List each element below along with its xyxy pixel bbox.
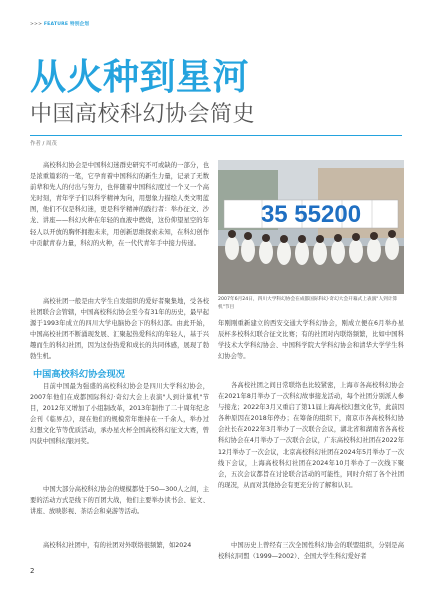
section-paragraph-1: 目前中国最为强盛的高校科幻协会是四川大学科幻协会，2007年他们在成都国际科幻·奇幻大会上表演"人到计算机"节目，2012年又增加了小组制改革，2013年制作了二十周年纪念会刊《临界点》，现在他们的规模常年维持在一千余人，举办过幻想文化节等优质活动，承办星火杯全国高校科幻征文大赛，曾四获中国科幻银河奖。 bbox=[30, 383, 209, 446]
section-tag-label: FEATURE 特别企划 bbox=[43, 22, 90, 27]
intro-paragraph-1: 高校科幻协会是中国科幻迷群史研究不可或缺的一部分，也是浓重篇彩的一笔，它孕育着中国科幻的新生力量，记录了无数前辈和先人的付出与努力，也伴随着中国科幻度过一个又一个高光时刻，青年学子们以科学精神为向，用想象力描绘人类文明蓝图，他们不仅是科幻迷，更是科学精神的践行者：举办征文、沙龙、讲座——科幻火种在年轻的血液中燃烧，这份仰望星空的年轻人以开放的胸怀拥抱未来，用创新思维探索未知，在科幻创作中贡献青春力量，科幻的火种，在一代代青年手中接力传递。 bbox=[30, 162, 209, 247]
banner-number: 35 55200 bbox=[260, 201, 362, 228]
section-paragraph-5: 中国历史上曾经有三次全国性科幻协会的联盟组织，分别是高校科幻同盟（1999—2002）、全国大学生科幻爱好者 bbox=[218, 542, 404, 561]
section-paragraph-3: 高校科幻社团中，有的社团对外联络很频繁，如2024 bbox=[43, 542, 192, 549]
event-photo-illustration bbox=[218, 160, 404, 294]
byline: 作者 / 周茂 bbox=[30, 141, 57, 147]
page-number: 2 bbox=[30, 567, 35, 575]
intro-paragraph-2: 高校社团一般是由大学生自发组织的爱好者聚集地，受各校社团联合会管辖，中国高校科幻协会至今有31年的历史，最早起源于1993年成立的四川大学电脑协会下的科幻部。由此开始，中国高校社团不断涌现发展、汇聚起热爱科幻的年轻人，基于兴趣而生的科幻社团，因为这份热爱和成长的共同体感，展现了勃勃生机。 bbox=[30, 298, 209, 361]
title-divider bbox=[30, 135, 402, 136]
section-heading: 中国高校科幻协会现况 bbox=[33, 369, 125, 380]
section-tag-prefix: >>> bbox=[30, 22, 43, 27]
article-title: 从火种到星河 bbox=[30, 57, 250, 98]
article-subtitle: 中国高校科幻协会简史 bbox=[30, 102, 256, 127]
photo-caption: 2007年6月24日，四川大学科幻协会在成都国际科幻·奇幻大会开幕式上表演"人到计算机"节目 bbox=[218, 297, 398, 310]
intro-paragraph-3: 年刚刚重新建立的西安交通大学科幻协会，刚成立便在6月举办星辰杯多校科幻联合征文比赛；有的社团对内联络频繁，比如中国科学技术大学科幻协会、中国科学院大学科幻协会和清华大学学生科幻协会等。 bbox=[218, 320, 404, 361]
section-paragraph-4: 各高校社团之间日常联络也比较紧密，上海市各高校科幻协会在2021年8月举办了一次科幻故事接龙活动，每个社团分别派人参与接龙；2022年3月又重启了第11届上海高校幻想文化节，此前因各种原因在2018年停办；在筹备的组织下，南京市各高校科幻协会社长在2022年3月举办了一次联合会议，湖北省和湖南省各高校科幻协会在4月举办了一次联合会议，广东高校科幻社团在2022年12月举办了一次会议，北京高校科幻社团在2024年5月举办了一次线下会议，上海高校科幻社团在2024年10月举办了一次线下聚会，五次会议都旨在讨论联合活动的可能性，同时介绍了各个社团的现况，从而对其他协会有更充分的了解和认识。 bbox=[218, 382, 404, 489]
section-paragraph-2: 中国大部分高校科幻协会的规模都处于50—300人之间，主要的活动方式是线下的百团大战，他们主要举办读书会、征文、讲座、放映影视、茶话会和桌游等活动。 bbox=[30, 486, 209, 516]
section-tag bbox=[30, 21, 89, 27]
event-photo bbox=[218, 160, 404, 294]
